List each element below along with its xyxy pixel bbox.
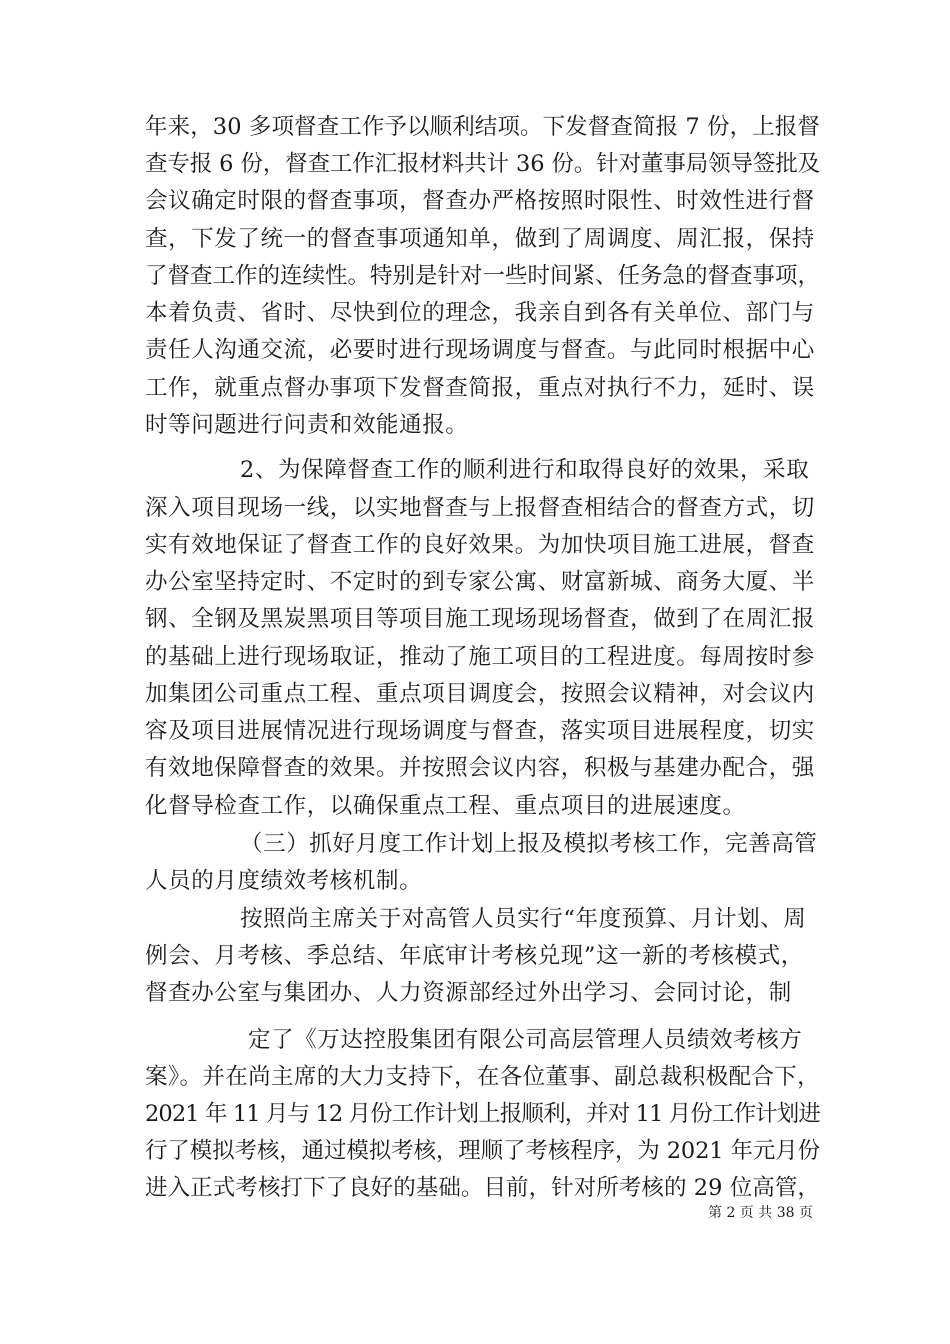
text-line: 时等问题进行问责和效能通报。 (145, 412, 469, 438)
text-line: 钢、全钢及黑炭黑项目等项目施工现场现场督查，做到了在周汇报 (145, 606, 815, 632)
text-line: 查，下发了统一的督查事项通知单，做到了周调度、周汇报，保持 (145, 226, 815, 252)
text-line: 查专报 6 份，督查工作汇报材料共计 36 份。针对董事局领导签批及 (145, 151, 820, 177)
text-line: 进入正式考核打下了良好的基础。目前，针对所考核的 29 位高管， (145, 1175, 820, 1201)
text-line: 加集团公司重点工程、重点项目调度会，按照会议精神，对会议内 (145, 681, 815, 707)
text-line: 年来，30 多项督查工作予以顺利结项。下发督查简报 7 份，上报督 (145, 114, 820, 140)
text-line: 案》。并在尚主席的大力支持下，在各位董事、副总裁积极配合下， (145, 1064, 820, 1090)
text-line: 按照尚主席关于对高管人员实行“年度预算、月计划、周 (240, 906, 807, 932)
text-line: 工作，就重点督办事项下发督查简报，重点对执行不力，延时、误 (145, 375, 815, 401)
text-line: 定了《万达控股集团有限公司高层管理人员绩效考核方 (248, 1027, 803, 1053)
text-line: 会议确定时限的督查事项，督查办严格按照时限性、时效性进行督 (145, 188, 815, 214)
text-line: 例会、月考核、季总结、年底审计考核兑现”这一新的考核模式， (145, 943, 804, 969)
text-line: 本着负责、省时、尽快到位的理念，我亲自到各有关单位、部门与 (145, 300, 815, 326)
text-line: 容及项目进展情况进行现场调度与督查，落实项目进展程度，切实 (145, 718, 815, 744)
text-line: 2021 年 11 月与 12 月份工作计划上报顺利，并对 11 月份工作计划进 (145, 1101, 820, 1127)
text-line: 2、为保障督查工作的顺利进行和取得良好的效果，采取 (240, 457, 810, 483)
text-line: 有效地保障督查的效果。并按照会议内容，积极与基建办配合，强 (145, 755, 815, 781)
text-line: 实有效地保证了督查工作的良好效果。为加快项目施工进展，督查 (145, 532, 815, 558)
text-line: 责任人沟通交流，必要时进行现场调度与督查。与此同时根据中心 (145, 337, 815, 363)
section-heading: （三）抓好月度工作计划上报及模拟考核工作，完善高管 (240, 831, 818, 857)
text-line: 办公室坚持定时、不定时的到专家公寓、财富新城、商务大厦、半 (145, 569, 815, 595)
text-line: 化督导检查工作，以确保重点工程、重点项目的进展速度。 (145, 793, 746, 819)
section-heading: 人员的月度绩效考核机制。 (145, 868, 423, 894)
text-line: 深入项目现场一线，以实地督查与上报督查相结合的督查方式，切 (145, 495, 815, 521)
page-number-footer: 第 2 页 共 38 页 (708, 1205, 813, 1221)
text-line: 督查办公室与集团办、人力资源部经过外出学习、会同讨论，制 (145, 980, 792, 1006)
text-line: 了督查工作的连续性。特别是针对一些时间紧、任务急的督查事项， (145, 263, 820, 289)
text-line: 行了模拟考核，通过模拟考核，理顺了考核程序，为 2021 年元月份 (145, 1138, 820, 1164)
text-line: 的基础上进行现场取证，推动了施工项目的工程进度。每周按时参 (145, 644, 815, 670)
